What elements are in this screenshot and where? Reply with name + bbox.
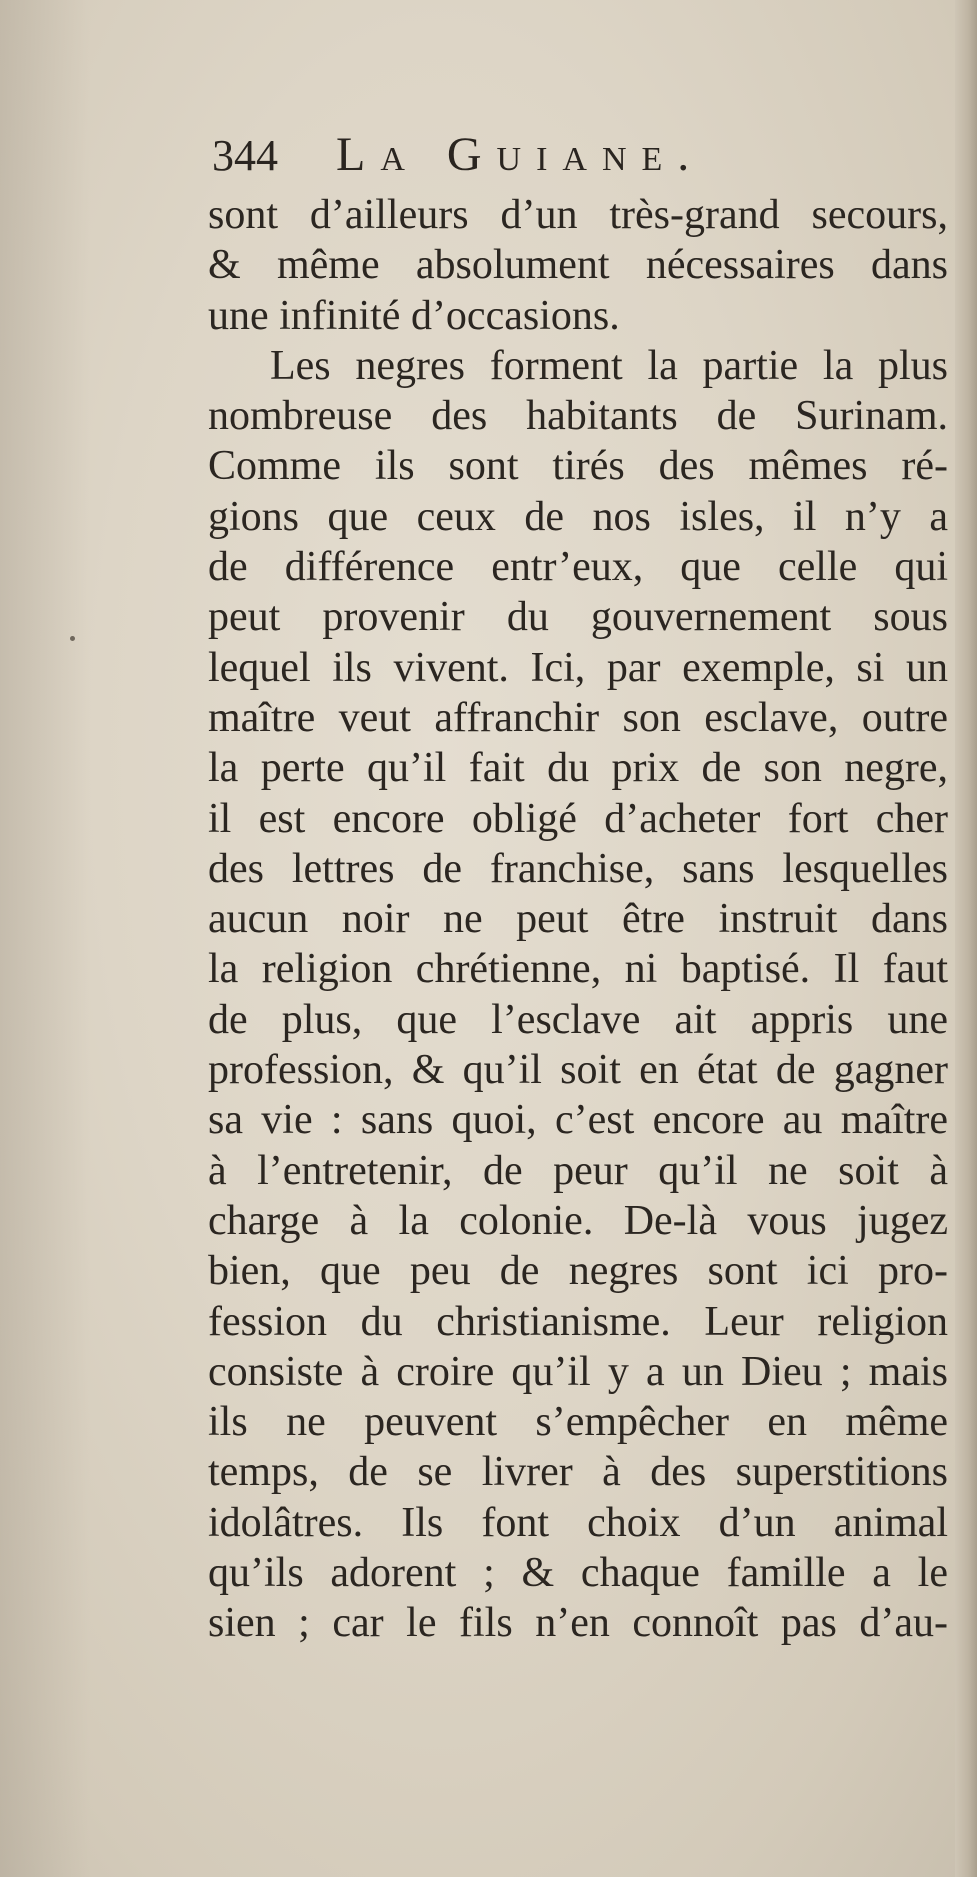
page-edge — [955, 0, 977, 1877]
text-line: temps, de se livrer à des superstitions — [208, 1449, 948, 1496]
text-line: des lettres de franchise, sans lesquelles — [208, 845, 948, 892]
text-line: Comme ils sont tirés des mêmes ré- — [208, 443, 948, 490]
text-line: sien ; car le fils n’en connoît pas d’au- — [208, 1600, 948, 1647]
text-line: il est encore obligé d’acheter fort cher — [208, 795, 948, 842]
text-line: la perte qu’il fait du prix de son negre, — [208, 745, 948, 792]
text-line: aucun noir ne peut être instruit dans — [208, 896, 948, 943]
text-line: peut provenir du gouvernement sous — [208, 594, 948, 641]
text-line: gions que ceux de nos isles, il n’y a — [208, 493, 948, 540]
text-line: maître veut affranchir son esclave, outre — [208, 694, 948, 741]
text-line: à l’entretenir, de peur qu’il ne soit à — [208, 1147, 948, 1194]
text-line: sont d’ailleurs d’un très-grand secours, — [208, 192, 948, 238]
running-head: La Guiane. — [336, 128, 705, 181]
body-text — [208, 190, 948, 1649]
text-line: sa vie : sans quoi, c’est encore au maître — [208, 1097, 948, 1144]
ink-spot — [70, 636, 75, 641]
text-line: idolâtres. Ils font choix d’un animal — [208, 1499, 948, 1546]
page-number: 344 — [212, 131, 278, 180]
gutter-shadow — [0, 0, 90, 1877]
text-line: la religion chrétienne, ni baptisé. Il faut — [208, 946, 948, 993]
text-line: de plus, que l’esclave ait appris une — [208, 996, 948, 1043]
text-line: consiste à croire qu’il y a un Dieu ; mais — [208, 1348, 948, 1395]
text-line: de différence entr’eux, que celle qui — [208, 544, 948, 591]
text-line: bien, que peu de negres sont ici pro- — [208, 1248, 948, 1295]
text-line: qu’ils adorent ; & chaque famille a le — [208, 1550, 948, 1597]
text-line: ils ne peuvent s’empêcher en même — [208, 1399, 948, 1446]
text-line: fession du christianisme. Leur religion — [208, 1298, 948, 1345]
text-line: profession, & qu’il soit en état de gagner — [208, 1047, 948, 1094]
text-line: & même absolument nécessaires dans — [208, 242, 948, 289]
text-line: lequel ils vivent. Ici, par exemple, si un — [208, 644, 948, 691]
text-line: nombreuse des habitants de Surinam. — [208, 393, 948, 440]
text-line: une infinité d’occasions. — [208, 292, 620, 339]
text-line: charge à la colonie. De-là vous jugez — [208, 1197, 948, 1244]
text-line: Les negres forment la partie la plus — [270, 342, 948, 389]
page-header — [212, 122, 952, 188]
